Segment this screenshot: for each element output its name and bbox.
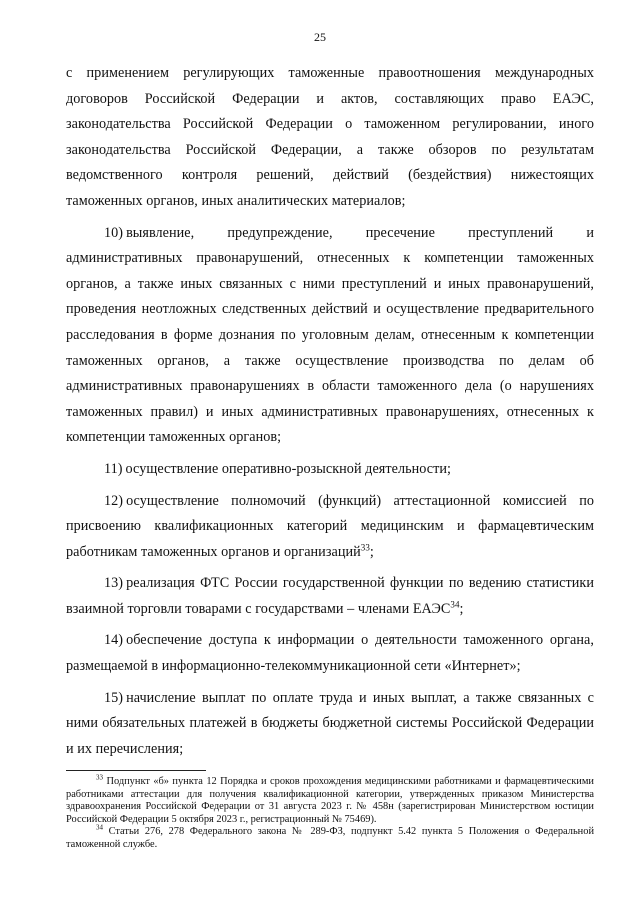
list-item-number: 13) bbox=[104, 575, 124, 592]
page-number: 25 bbox=[314, 30, 326, 44]
footnote-separator bbox=[66, 770, 206, 771]
footnote-mark: 33 bbox=[96, 773, 103, 782]
list-item-number: 14) bbox=[104, 632, 124, 649]
list-item-number: 15) bbox=[104, 689, 124, 706]
list-item-number: 12) bbox=[104, 492, 124, 509]
footnote-ref-34[interactable]: 34 bbox=[450, 599, 460, 610]
list-item-text: выявление, предупреждение, пресечение преступлений и административных правонарушений, отнесенных к компетенции таможенных органов, а также иных связанных с ними преступлений и иных правонарушений, проведения неотложных следственных действий и осуществление предварительного расследования в форме дознания по уголовным делам, отнесенным к компетенции таможенных органов, а также осуществление производства по делам об административных правонарушениях в области таможенного дела (о нарушениях таможенных правил) и иных административных правонарушениях, отнесенных к компетенции таможенных органов; bbox=[66, 224, 594, 446]
list-item-number: 10) bbox=[104, 224, 124, 241]
footnote-34 bbox=[66, 823, 595, 851]
list-item-10 bbox=[66, 221, 594, 451]
document-body bbox=[66, 61, 594, 768]
footnote-text: Подпункт «б» пункта 12 Порядка и сроков прохождения медицинскими работниками и фармацевтическими работниками аттестации для получения квалификационной категории, утвержденных приказом Министерства здравоохранения Российской Федерации от 31 августа 2023 г. № 458н (зарегистрирован Министерством юстиции Российской Федерации 5 октября 2023 г., регистрационный № 75469). bbox=[66, 776, 594, 825]
list-item-15 bbox=[66, 686, 594, 763]
footnote-mark: 34 bbox=[96, 823, 103, 832]
footnote-ref-33[interactable]: 33 bbox=[360, 541, 370, 552]
footnotes bbox=[66, 773, 595, 852]
list-item-text: обеспечение доступа к информации о деятельности таможенного органа, размещаемой в информационно-телекоммуникационной сети «Интернет»; bbox=[66, 632, 594, 675]
list-item-tail: ; bbox=[459, 600, 464, 617]
list-item-14 bbox=[66, 628, 594, 679]
paragraph-continuation bbox=[66, 61, 594, 215]
list-item-tail: ; bbox=[369, 543, 374, 560]
list-item-number: 11) bbox=[104, 460, 123, 477]
list-item-text: реализация ФТС России государственной функции по ведению статистики взаимной торговли товарами с государствами – членами ЕАЭС bbox=[66, 575, 594, 617]
list-item-text: осуществление полномочий (функций) аттестационной комиссией по присвоению квалификационных категорий медицинским и фармацевтическим работникам таможенных органов и организаций bbox=[66, 492, 594, 560]
list-item-13 bbox=[66, 571, 594, 622]
paragraph-text: с применением регулирующих таможенные правоотношения международных договоров Российской Федерации и актов, составляющих право ЕАЭС, законодательства Российской Федерации о таможенном регулировании, иного законодательства Российской Федерации, а также обзоров по результатам ведомственного контроля решений, действий (бездействия) нижестоящих таможенных органов, иных аналитических материалов; bbox=[66, 65, 594, 209]
list-item-11 bbox=[66, 457, 594, 483]
list-item-text: осуществление оперативно-розыскной деятельности; bbox=[125, 460, 451, 477]
footnote-33 bbox=[66, 773, 594, 826]
list-item-text: начисление выплат по оплате труда и иных выплат, а также связанных с ними обязательных платежей в бюджеты бюджетной системы Российской Федерации и их перечисления; bbox=[66, 689, 594, 757]
footnote-text: Статьи 276, 278 Федерального закона № 289-ФЗ, подпункт 5.42 пункта 5 Положения о Федеральной таможенной службе. bbox=[66, 826, 595, 850]
list-item-12 bbox=[66, 489, 594, 566]
